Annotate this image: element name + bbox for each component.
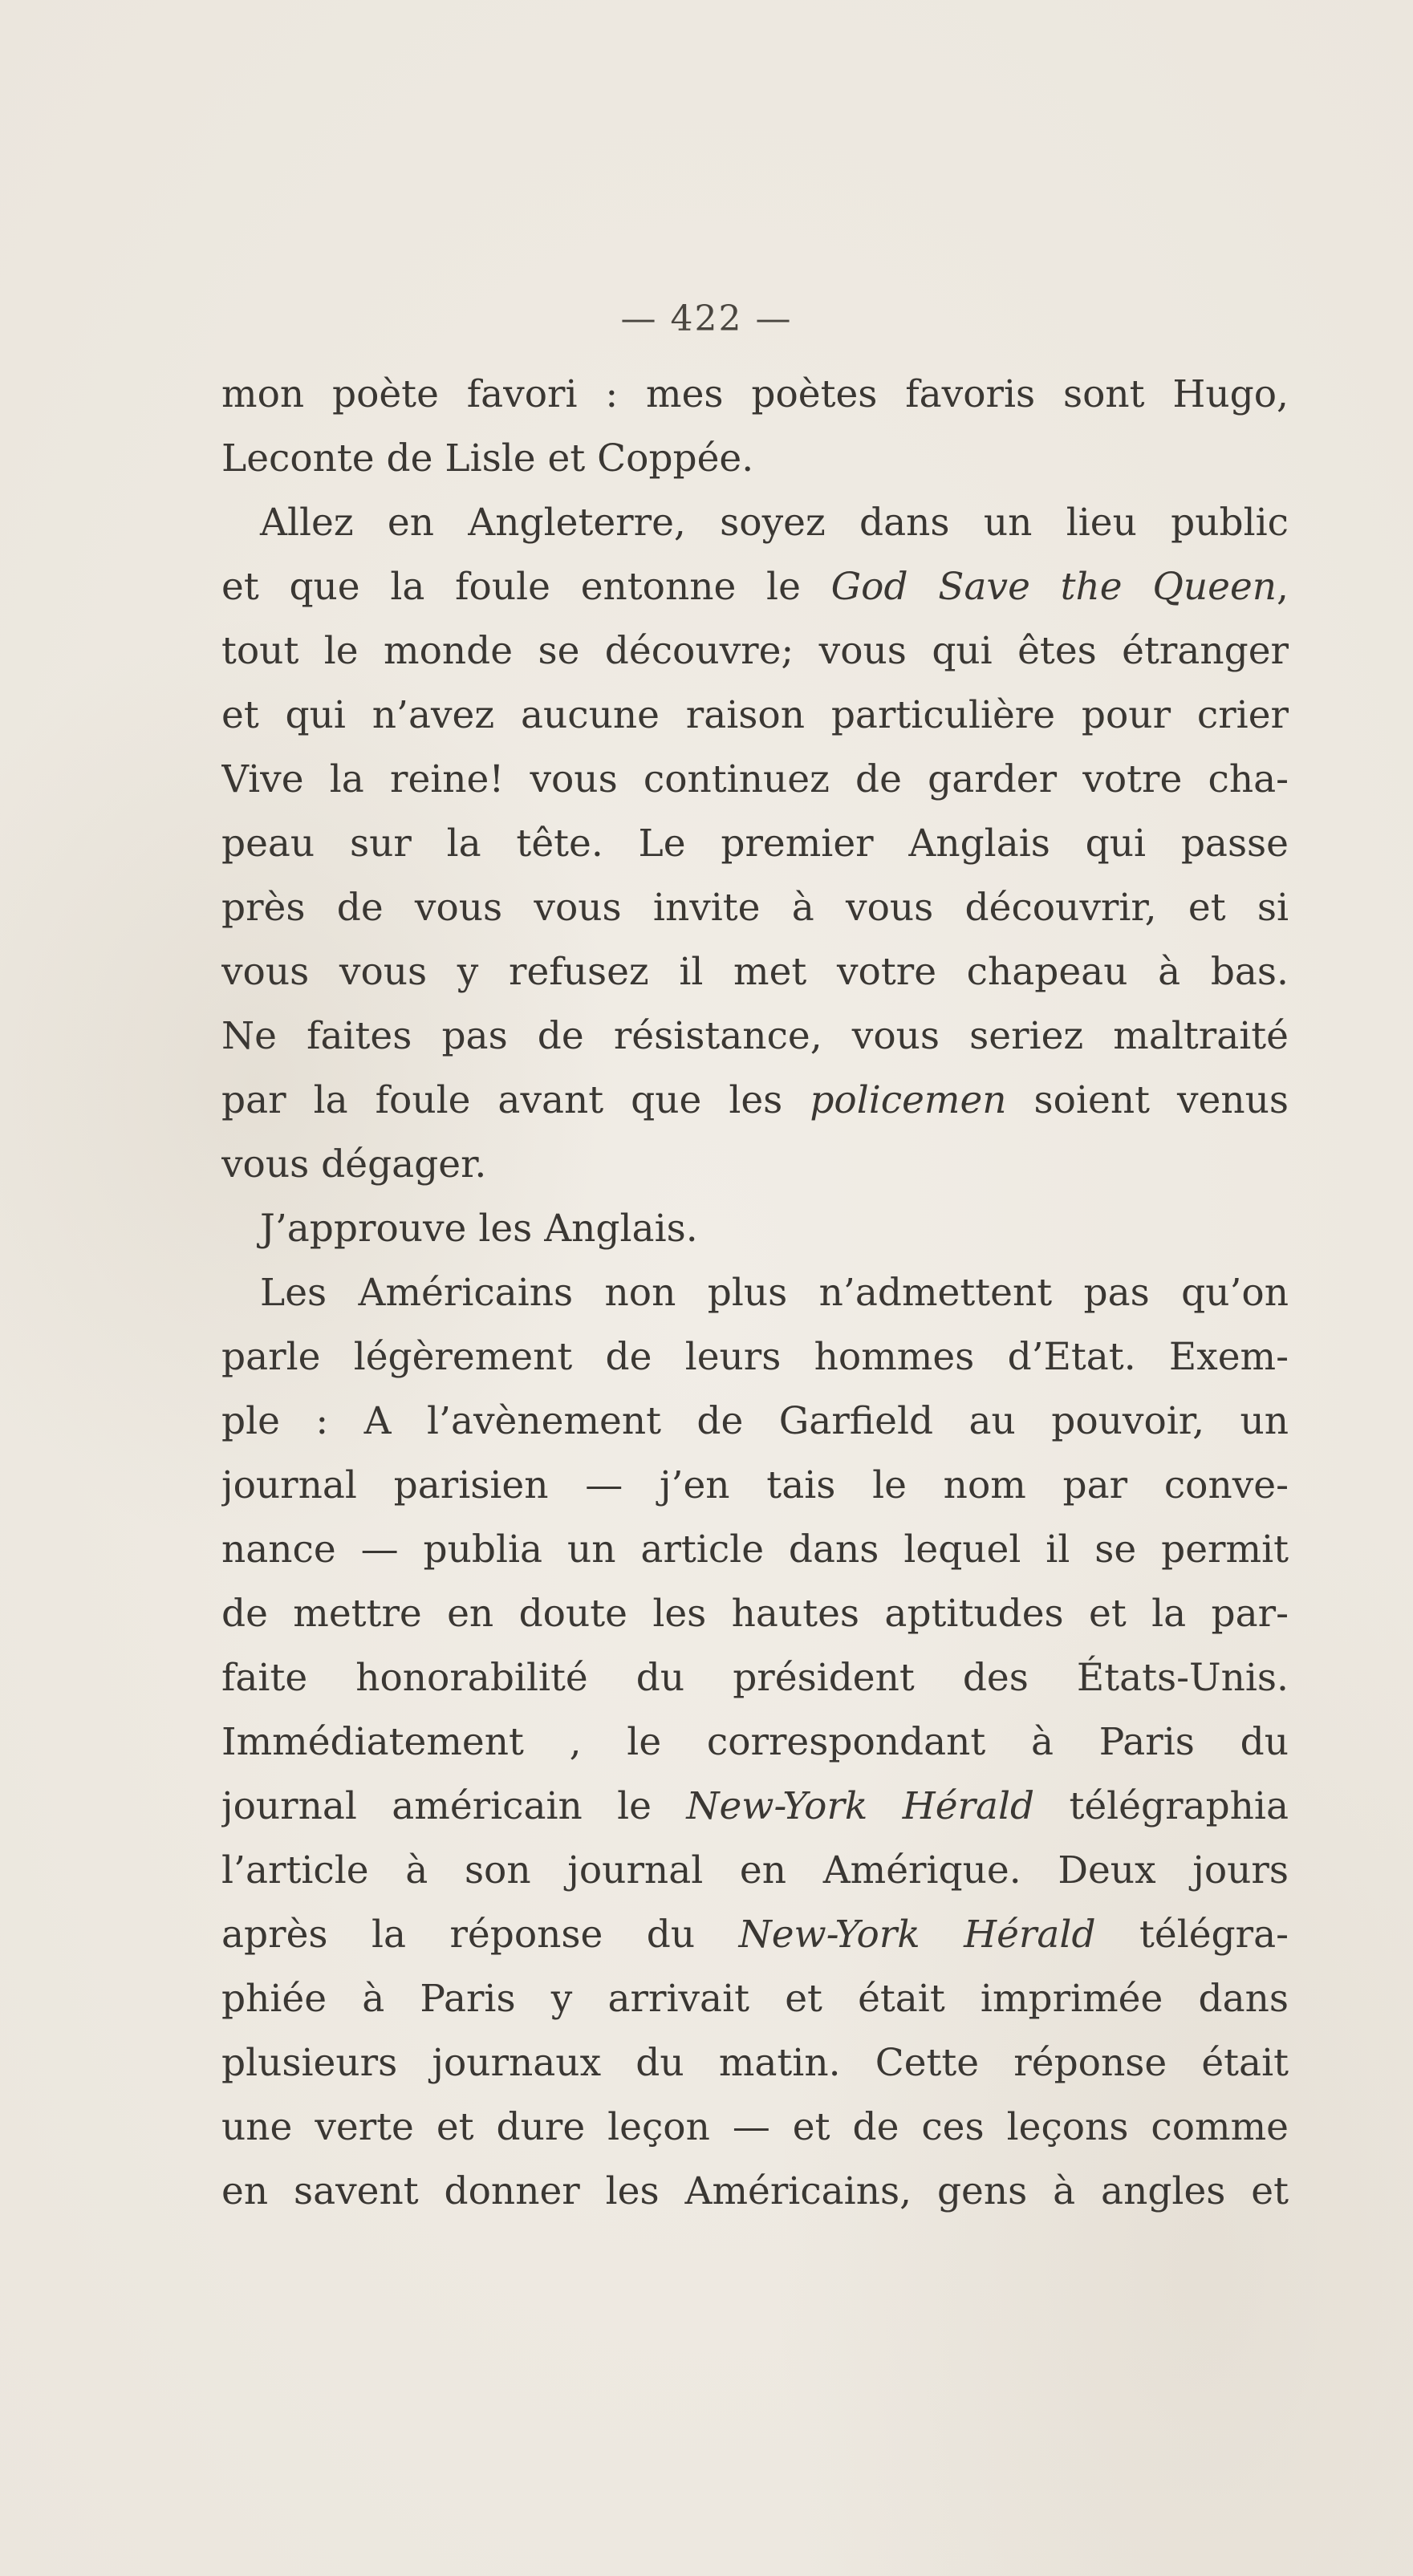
text-line: une verte et dure leçon — et de ces leçons comme — [221, 2105, 1289, 2149]
text-line: ple : A l’avènement de Garfield au pouvoir, un — [221, 1399, 1289, 1443]
text-line: faite honorabilité du président des États-Unis. — [221, 1656, 1289, 1700]
text-line: Leconte de Lisle et Coppée. — [221, 436, 754, 481]
text-line: et qui n’avez aucune raison particulière pour crier — [221, 693, 1289, 737]
text-line: et que la foule entonne le God Save the Queen, — [221, 565, 1289, 609]
text-line: peau sur la tête. Le premier Anglais qui passe — [221, 821, 1289, 866]
text-line: Les Américains non plus n’admettent pas qu’on — [260, 1271, 1289, 1315]
text-line: Vive la reine! vous continuez de garder votre cha- — [221, 757, 1289, 801]
text-line: vous vous y refusez il met votre chapeau à bas. — [221, 950, 1289, 994]
text-line: mon poète favori : mes poètes favoris sont Hugo, — [221, 372, 1289, 416]
text-line: de mettre en doute les hautes aptitudes et la par- — [221, 1592, 1289, 1636]
text-line: l’article à son journal en Amérique. Deux jours — [221, 1848, 1289, 1892]
text-line: près de vous vous invite à vous découvrir, et si — [221, 886, 1289, 930]
page-number: — 422 — — [620, 298, 793, 339]
text-line: phiée à Paris y arrivait et était imprimée dans — [221, 1977, 1289, 2021]
text-line: tout le monde se découvre; vous qui êtes étranger — [221, 629, 1289, 673]
text-line: en savent donner les Américains, gens à angles et — [221, 2169, 1289, 2213]
text-line: Immédiatement , le correspondant à Paris du — [221, 1720, 1289, 1764]
body-text — [221, 363, 1289, 2224]
text-line: par la foule avant que les policemen soient venus — [221, 1078, 1289, 1122]
text-line: Allez en Angleterre, soyez dans un lieu public — [260, 501, 1289, 545]
text-line: nance — publia un article dans lequel il se permit — [221, 1527, 1289, 1572]
text-line: J’approuve les Anglais. — [260, 1207, 698, 1251]
text-line: plusieurs journaux du matin. Cette réponse était — [221, 2041, 1289, 2085]
text-line: Ne faites pas de résistance, vous seriez maltraité — [221, 1014, 1289, 1058]
text-line: journal parisien — j’en tais le nom par conve- — [221, 1463, 1289, 1507]
text-line: journal américain le New-York Hérald télégraphia — [221, 1784, 1289, 1828]
text-line: après la réponse du New-York Hérald télégra- — [221, 1913, 1289, 1957]
text-line: parle légèrement de leurs hommes d’Etat. Exem- — [221, 1335, 1289, 1379]
text-line: vous dégager. — [221, 1142, 487, 1187]
